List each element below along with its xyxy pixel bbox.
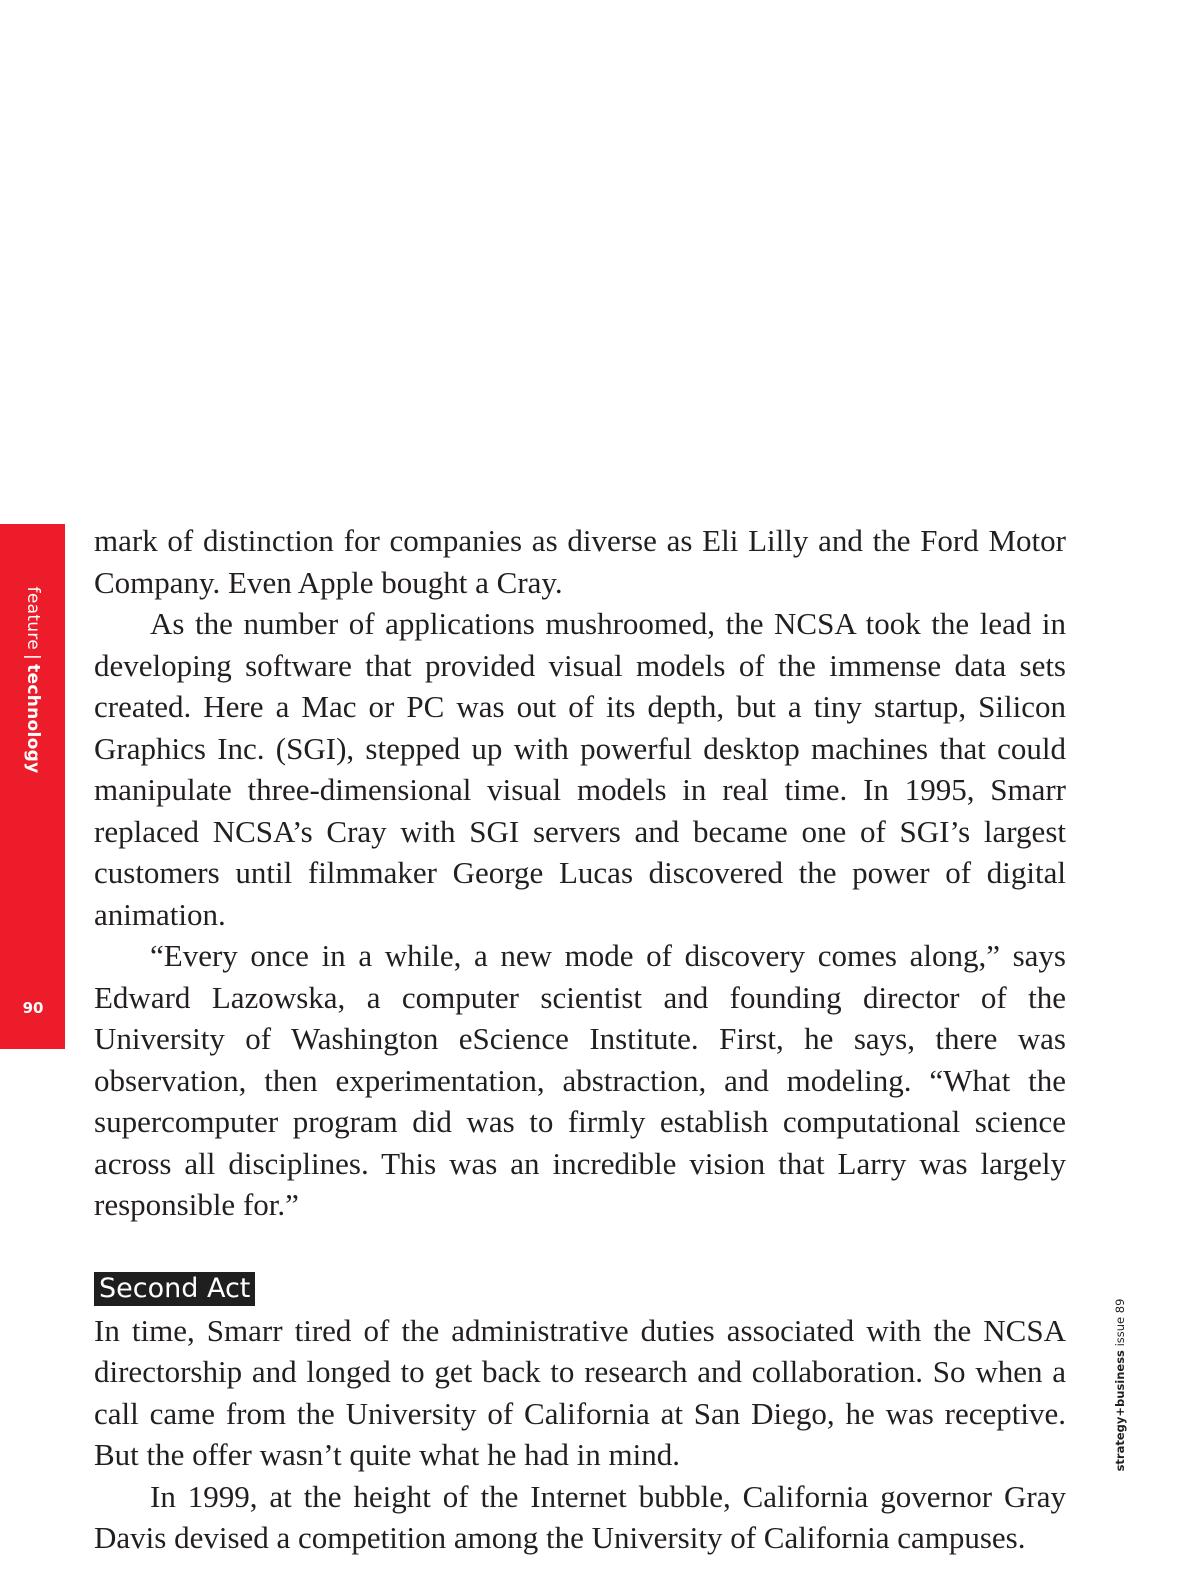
section-paragraph-2: In 1999, at the height of the Internet bubble, California governor Gray Davis devised a competition among the University of California campuses. [94,1478,1066,1555]
section-heading: Second Act [94,1272,255,1306]
issue-label: issue 89 [1113,1298,1127,1347]
paragraph-3: “Every once in a while, a new mode of discovery comes along,” says Edward Lazowska, a computer scientist and founding director of the University of Washington eScience Institute. First, he says, there was observation, then experimentation, abstraction, and modeling. “What the supercomputer program did was to firmly establish computational science across all disciplines. This was an incredible vision that Larry was largely responsible for.” [94,938,1066,1222]
page-number: 90 [22,999,44,1017]
publication-footer [1113,1299,1127,1472]
paragraph-2: As the number of applications mushroomed, the NCSA took the lead in developing software that provided visual models of the immense data sets created. Here a Mac or PC was out of its depth, but a tiny startup, Silicon Graphics Inc. (SGI), stepped up with powerful desktop machines that could manipulate three-dimensional visual models in real time. In 1995, Smarr replaced NCSA’s Cray with SGI servers and became one of SGI’s largest customers until filmmaker George Lucas discovered the power of digital animation. [94,606,1066,932]
section-topic: technology [23,664,43,774]
section-paragraph-1: In time, Smarr tired of the administrative duties associated with the NCSA directorship and longed to get back to research and collaboration. So when a call came from the University of California at San Diego, he was receptive. But the offer wasn’t quite what he had in mind. [94,1312,1066,1472]
section-separator: | [23,654,43,661]
publication-brand: strategy+business [1113,1350,1127,1472]
article-body [94,520,1066,1559]
section-category: feature [23,586,43,651]
section-label [23,587,43,774]
paragraph-1: mark of distinction for companies as diverse as Eli Lilly and the Ford Motor Company. Even Apple bought a Cray. [94,523,1066,600]
